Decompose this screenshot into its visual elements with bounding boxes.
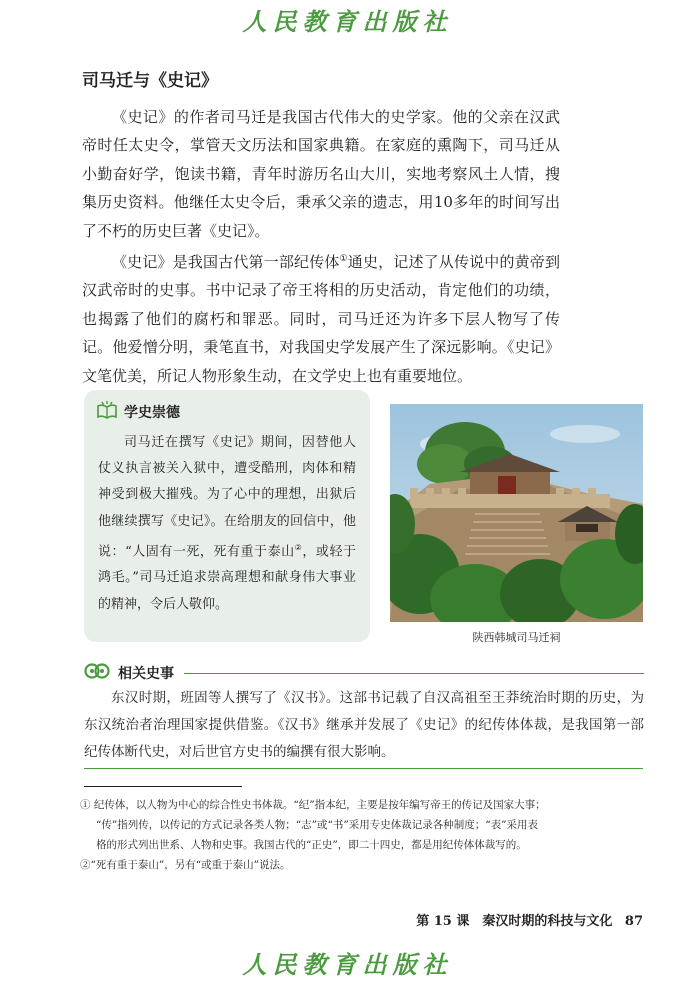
paragraph-2 [82,245,560,390]
related-bottom-rule [84,768,643,769]
paragraph-1: 《史记》的作者司马迁是我国古代伟大的史学家。他的父亲在汉武帝时任太史令，掌管天文历法和国家典籍。在家庭的熏陶下，司马迁从小勤奋好学，饱读书籍，青年时游历名山大川，实地考察风土人情，搜集历史资料。他继任太史令后，秉承父亲的遗志，用10多年的时间写出了不朽的历史巨著《史记》。 [82,108,560,240]
footnote-1-line-3: 格的形式列出世系、人物和史事。我国古代的“正史”，即二十四史，都是用纪传体体裁写的。 [96,839,527,851]
lesson-title: 第 15 课 秦汉时期的科技与文化 [416,914,613,929]
sidebar-box [84,390,370,642]
related-paragraph: 东汉时期，班固等人撰写了《汉书》。这部书记载了自汉高祖至王莽统治时期的历史，为东汉统治者治理国家提供借鉴。《汉书》继承并发展了《史记》的纪传体体裁，是我国第一部纪传体断代史，对后世官方史书的编撰有很大影响。 [84,690,644,760]
publisher-footer: 人民教育出版社 [242,950,453,979]
page-footer [416,910,643,929]
footnote-rule [84,786,242,787]
sidebar-box-text [98,430,356,618]
paragraph-2-part-a: 《史记》是我国古代第一部纪传体 [112,253,340,272]
related-header [84,660,644,686]
footnote-ref-1[interactable]: ① [339,254,348,265]
footnote-ref-2[interactable]: ② [294,542,303,552]
footnote-2: ②“死有重于泰山”，另有“或重于泰山”说法。 [80,859,291,871]
spiral-icon [84,659,110,687]
footnotes [80,795,646,875]
sidebar-box-text-b: ，或轻于鸿毛。”司马迁追求崇高理想和献身伟大事业的精神，令后人敬仰。 [98,544,356,612]
publisher-header: 人民教育出版社 [242,7,453,36]
open-book-icon [96,400,118,424]
footnote-1-line-2: “传”指列传，以传记的方式记录各类人物；“志”或“书”采用专史体裁记录各种制度；“表”采用表 [96,819,538,831]
paragraph-2-part-b: 通史，记述了从传说中的黄帝到汉武帝时的史事。书中记录了帝王将相的历史活动，肯定他们的功绩，也揭露了他们的腐朽和罪恶。同时，司马迁还为许多下层人物写了传记。他爱憎分明，秉笔直书，对我国史学发展产生了深远影响。《史记》文笔优美，所记人物形象生动，在文学史上也有重要地位。 [82,253,560,385]
sidebar-box-title: 学史崇德 [124,405,180,421]
photo-caption: 陕西韩城司马迁祠 [472,631,561,644]
related-divider [184,673,644,674]
sidebar-box-text-a: 司马迁在撰写《史记》期间，因替他人仗义执言被关入狱中，遭受酷刑，肉体和精神受到极大摧残。为了心中的理想，出狱后他继续撰写《史记》。在给朋友的回信中，他说：“人固有一死，死有重于泰山 [98,435,356,560]
section-title: 司马迁与《史记》 [82,71,218,91]
page-number: 87 [624,914,643,929]
sidebar-box-paragraph [98,430,356,618]
related-title: 相关史事 [118,666,174,682]
main-text [82,103,560,390]
temple-photo [390,404,643,622]
footnote-1-line-1: ① 纪传体，以人物为中心的综合性史书体裁。“纪”指本纪，主要是按年编写帝王的传记及国家大事； [80,799,546,811]
sidebar-box-header [96,400,180,424]
related-text [84,685,644,766]
